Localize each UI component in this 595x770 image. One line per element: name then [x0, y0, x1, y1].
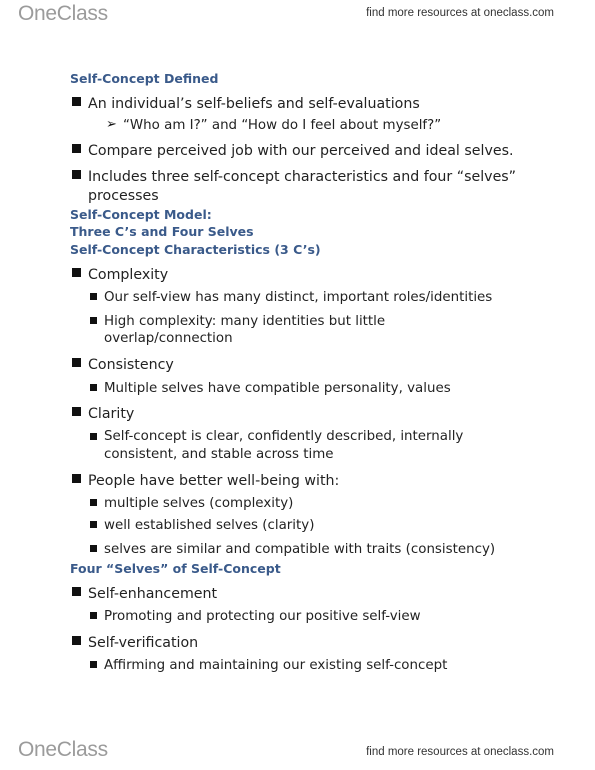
sub-clarity-1-line2: consistent, and stable across time [104, 447, 334, 462]
bullet-square-icon [72, 636, 81, 645]
bullet-square-icon [72, 268, 81, 277]
oneclass-footer-logo-text: OneClass [18, 738, 108, 761]
sub-verification-1: Affirming and maintaining our existing self-concept [104, 658, 448, 673]
bullet-square-icon [72, 170, 81, 179]
bullet-square-icon [72, 97, 81, 106]
bullet-clarity: Clarity [88, 406, 135, 422]
sub-bullet-square-icon [90, 293, 97, 300]
sub-wellbeing-3: selves are similar and compatible with traits (consistency) [104, 542, 496, 557]
bullet-square-icon [72, 474, 81, 483]
footer-resources-link[interactable]: find more resources at oneclass.com [366, 746, 554, 758]
bullet-verification: Self-verification [88, 635, 199, 651]
heading-three-cs: Three C’s and Four Selves [70, 224, 254, 239]
sub-bullet-square-icon [90, 499, 97, 506]
sub-bullet-square-icon [90, 545, 97, 552]
bullet-includes-line2: processes [88, 188, 159, 204]
sub-bullet-square-icon [90, 661, 97, 668]
sub-complexity-2-line2: overlap/connection [104, 331, 233, 346]
sub-bullet-square-icon [90, 521, 97, 528]
arrow-bullet-icon: ➢ [106, 117, 117, 132]
bullet-compare: Compare perceived job with our perceived and ideal selves. [88, 143, 514, 159]
bullet-consistency: Consistency [88, 357, 174, 373]
bullet-square-icon [72, 587, 81, 596]
bullet-wellbeing: People have better well-being with: [88, 473, 340, 489]
oneclass-footer-logo[interactable] [18, 738, 108, 762]
sub-enhancement-1: Promoting and protecting our positive self-view [104, 609, 421, 624]
sub-bullet-square-icon [90, 433, 97, 440]
bullet-square-icon [72, 144, 81, 153]
sub-who-am-i: “Who am I?” and “How do I feel about myself?” [123, 118, 442, 133]
sub-complexity-2-line1: High complexity: many identities but little [104, 314, 386, 329]
sub-consistency-1: Multiple selves have compatible personality, values [104, 381, 451, 396]
sub-wellbeing-2: well established selves (clarity) [104, 518, 315, 533]
sub-bullet-square-icon [90, 384, 97, 391]
bullet-complexity: Complexity [88, 267, 169, 283]
heading-model: Self-Concept Model: [70, 207, 212, 222]
bullet-square-icon [72, 358, 81, 367]
sub-bullet-square-icon [90, 317, 97, 324]
sub-wellbeing-1: multiple selves (complexity) [104, 496, 294, 511]
bullet-enhancement: Self-enhancement [88, 586, 218, 602]
bullet-individual: An individual’s self-beliefs and self-evaluations [88, 96, 420, 112]
header-resources-link[interactable]: find more resources at oneclass.com [366, 7, 554, 19]
heading-four-selves: Four “Selves” of Self-Concept [70, 561, 281, 576]
sub-clarity-1-line1: Self-concept is clear, confidently described, internally [104, 429, 464, 444]
sub-bullet-square-icon [90, 612, 97, 619]
oneclass-logo-text: OneClass [18, 2, 108, 25]
bullet-includes-line1: Includes three self-concept characteristics and four “selves” [88, 169, 517, 185]
heading-self-concept-defined: Self-Concept Defined [70, 71, 219, 86]
sub-complexity-1: Our self-view has many distinct, important roles/identities [104, 290, 493, 305]
bullet-square-icon [72, 407, 81, 416]
heading-characteristics: Self-Concept Characteristics (3 C’s) [70, 242, 321, 257]
